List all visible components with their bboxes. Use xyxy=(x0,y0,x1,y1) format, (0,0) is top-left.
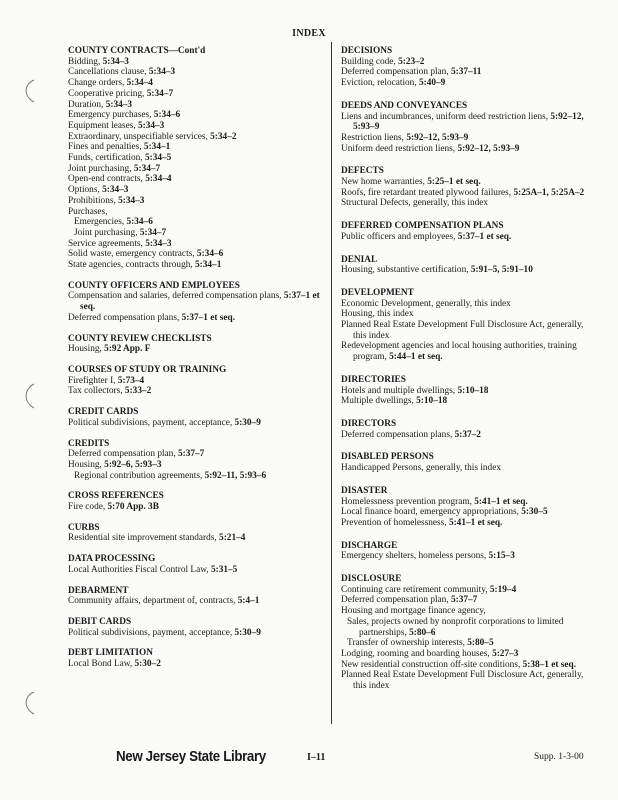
entry-reference: 5:37–1 et seq. xyxy=(181,312,236,323)
index-section xyxy=(341,419,593,440)
entry-text: Roofs, fire retardant treated plywood failures, xyxy=(341,187,514,198)
index-entry xyxy=(341,670,593,691)
entry-text: Housing, substantive certification, xyxy=(341,265,471,276)
index-section xyxy=(341,166,593,209)
entry-text: Public officers and employees, xyxy=(341,231,458,242)
section-heading: COUNTY OFFICERS AND EMPLOYEES xyxy=(68,280,240,291)
entry-text: State agencies, contracts through, xyxy=(68,260,196,271)
index-section xyxy=(341,46,593,89)
entry-text: Change orders, xyxy=(68,78,127,89)
index-section xyxy=(68,648,320,669)
index-entry xyxy=(68,376,320,387)
index-section xyxy=(68,407,320,428)
entry-reference: 5:92–12, 5:93–9 xyxy=(406,132,469,143)
index-entry xyxy=(68,502,320,513)
index-entry xyxy=(68,659,320,670)
index-entry xyxy=(341,133,593,144)
section-heading: DIRECTORIES xyxy=(341,374,406,385)
section-heading: DISCHARGE xyxy=(341,540,398,551)
section-heading: CREDITS xyxy=(68,438,110,449)
entry-reference: 5:40–9 xyxy=(418,78,446,89)
entry-reference: 5:34–7 xyxy=(139,227,167,238)
index-entry xyxy=(68,110,320,121)
index-entry xyxy=(68,228,320,239)
index-entry xyxy=(68,386,320,397)
entry-text: Tax collectors, xyxy=(68,386,125,397)
index-entry xyxy=(341,144,593,155)
index-entry xyxy=(68,217,320,228)
entry-reference: 5:19–4 xyxy=(489,584,517,595)
index-entry xyxy=(341,595,593,606)
index-entry xyxy=(68,471,320,482)
index-entry xyxy=(68,164,320,175)
section-heading: DIRECTORS xyxy=(341,418,397,429)
section-heading: DISCLOSURE xyxy=(341,574,402,585)
entry-reference: 5:34–7 xyxy=(146,88,174,99)
index-section xyxy=(341,288,593,363)
index-entry xyxy=(68,291,320,312)
entry-reference: 5:34–3 xyxy=(145,238,172,249)
entry-text: Regional contribution agreements, xyxy=(74,470,205,481)
index-entry xyxy=(68,596,320,607)
index-entry xyxy=(341,265,593,276)
entry-text: Duration, xyxy=(68,99,106,110)
entry-text: Political subdivisions, payment, acceptance, xyxy=(68,417,235,428)
entry-text: Emergency shelters, homeless persons, xyxy=(341,551,489,562)
entry-reference: 5:34–3 xyxy=(118,195,145,206)
entry-text: Redevelopment agencies and local housing authorities, training program, xyxy=(341,341,577,363)
entry-reference: 5:23–2 xyxy=(398,56,425,67)
index-entry xyxy=(68,57,320,68)
index-entry xyxy=(341,507,593,518)
entry-text: Eviction, relocation, xyxy=(341,78,419,89)
entry-reference: 5:30–5 xyxy=(521,507,548,518)
section-heading: DECISIONS xyxy=(341,46,393,56)
entry-text: Planned Real Estate Development Full Disclosure Act, generally, this index xyxy=(341,670,584,692)
index-entry xyxy=(68,249,320,260)
entry-text: Sales, projects owned by nonprofit corporations to limited partnerships, xyxy=(347,616,564,638)
index-entry xyxy=(341,309,593,320)
entry-text: Liens and incumbrances, uniform deed restriction liens, xyxy=(341,111,551,122)
entry-reference: 5:34–1 xyxy=(195,260,222,271)
index-entry xyxy=(341,188,593,199)
index-entry xyxy=(341,660,593,671)
entry-text: Solid waste, emergency contracts, xyxy=(68,249,197,260)
index-entry xyxy=(68,174,320,185)
index-column-right xyxy=(341,46,593,704)
punch-hole-mark xyxy=(20,690,40,716)
entry-reference: 5:25–1 et seq. xyxy=(427,177,481,188)
entry-text: Open-end contracts, xyxy=(68,174,146,185)
entry-text: Residential site improvement standards, xyxy=(68,533,220,544)
entry-text: Deferred compensation plan, xyxy=(68,449,178,460)
entry-text: Joint purchasing, xyxy=(68,163,134,174)
entry-reference: 5:34–4 xyxy=(145,174,172,185)
entry-text: Prevention of homelessness, xyxy=(341,517,449,528)
index-entry xyxy=(68,449,320,460)
index-entry xyxy=(341,497,593,508)
index-entry xyxy=(68,142,320,153)
index-entry xyxy=(68,100,320,111)
index-entry xyxy=(341,177,593,188)
entry-text: Uniform deed restriction liens, xyxy=(341,143,458,154)
entry-reference: 5:34–3 xyxy=(102,185,129,196)
index-entry xyxy=(341,341,593,362)
index-entry xyxy=(68,132,320,143)
index-section xyxy=(68,617,320,638)
index-entry xyxy=(68,239,320,250)
index-entry xyxy=(68,344,320,355)
entry-reference: 5:27–3 xyxy=(492,648,519,659)
section-heading: CREDIT CARDS xyxy=(68,407,139,418)
entry-reference: 5:37–7 xyxy=(450,595,478,606)
entry-text: Cancellations clause, xyxy=(68,67,149,78)
index-entry xyxy=(341,617,593,638)
entry-reference: 5:92–12, 5:93–9 xyxy=(353,111,584,133)
entry-text: Joint purchasing, xyxy=(74,227,140,238)
entry-reference: 5:41–1 et seq. xyxy=(448,517,503,528)
entry-reference: 5:33–2 xyxy=(124,386,152,397)
entry-text: Planned Real Estate Development Full Disclosure Act, generally, this index xyxy=(341,320,584,341)
entry-text: Housing, this index xyxy=(341,309,414,320)
index-entry xyxy=(341,386,593,397)
entry-text: Housing, xyxy=(68,459,105,470)
entry-text: Service agreements, xyxy=(68,238,146,249)
index-entry xyxy=(341,78,593,89)
index-entry xyxy=(68,67,320,78)
entry-text: Cooperative pricing, xyxy=(68,88,147,99)
entry-text: Deferred compensation plans, xyxy=(68,312,182,323)
entry-reference: 5:37–2 xyxy=(454,429,481,440)
section-heading: COURSES OF STUDY OR TRAINING xyxy=(68,364,227,375)
index-section xyxy=(341,486,593,529)
entry-reference: 5:30–9 xyxy=(234,417,261,428)
entry-text: Local finance board, emergency appropriations, xyxy=(341,507,522,518)
index-entry xyxy=(68,153,320,164)
entry-reference: 5:34–7 xyxy=(133,163,161,174)
entry-reference: 5:34–4 xyxy=(126,78,153,89)
index-entry xyxy=(341,463,593,474)
index-entry xyxy=(341,551,593,562)
index-entry xyxy=(68,196,320,207)
entry-text: Lodging, rooming and boarding houses, xyxy=(341,648,493,659)
entry-reference: 5:41–1 et seq. xyxy=(474,496,528,507)
entry-text: Hotels and multiple dwellings, xyxy=(341,385,458,396)
index-column-left xyxy=(68,46,320,680)
section-heading: DEFERRED COMPENSATION PLANS xyxy=(341,221,504,232)
entry-reference: 5:73–4 xyxy=(117,375,145,386)
entry-reference: 5:91–5, 5:91–10 xyxy=(470,265,533,276)
entry-text: Community affairs, department of, contracts, xyxy=(68,596,238,607)
index-section xyxy=(341,255,593,276)
entry-reference: 5:37–11 xyxy=(450,67,482,78)
section-heading: DEBARMENT xyxy=(68,585,129,596)
entry-text: Local Bond Law, xyxy=(68,659,135,670)
entry-reference: 5:34–3 xyxy=(102,56,129,67)
index-entry xyxy=(68,628,320,639)
entry-text: Housing, xyxy=(68,344,105,355)
index-entry xyxy=(68,207,320,218)
index-entry xyxy=(341,606,593,617)
index-entry xyxy=(68,260,320,271)
punch-hole-mark xyxy=(20,382,40,410)
section-heading: DATA PROCESSING xyxy=(68,554,156,565)
entry-text: Fines and penalties, xyxy=(68,142,144,153)
column-divider xyxy=(331,42,332,724)
entry-text: Continuing care retirement community, xyxy=(341,584,490,595)
entry-reference: 5:37–1 et seq. xyxy=(457,231,512,242)
supplement-date: Supp. 1-3-00 xyxy=(534,752,584,762)
entry-reference: 5:34–1 xyxy=(143,142,171,153)
entry-reference: 5:92 App. F xyxy=(104,344,151,355)
index-section xyxy=(341,375,593,407)
entry-text: Fire code, xyxy=(68,502,108,513)
index-section xyxy=(68,281,320,324)
entry-reference: 5:34–6 xyxy=(126,217,153,228)
index-entry xyxy=(341,232,593,243)
entry-reference: 5:10–18 xyxy=(416,396,448,407)
index-entry xyxy=(68,121,320,132)
section-heading: DEVELOPMENT xyxy=(341,287,414,298)
section-heading: DEFECTS xyxy=(341,166,384,177)
entry-text: Multiple dwellings, xyxy=(341,396,417,407)
entry-reference: 5:30–9 xyxy=(234,627,261,638)
entry-reference: 5:30–2 xyxy=(134,659,161,670)
index-entry xyxy=(341,198,593,209)
entry-reference: 5:25A–1, 5:25A–2 xyxy=(513,187,585,198)
entry-reference: 5:37–7 xyxy=(177,449,205,460)
section-heading: DEEDS AND CONVEYANCES xyxy=(341,100,468,111)
entry-reference: 5:4–1 xyxy=(237,596,260,607)
section-heading: DENIAL xyxy=(341,254,378,265)
entry-reference: 5:31–5 xyxy=(210,564,238,575)
index-entry xyxy=(68,78,320,89)
section-heading: COUNTY CONTRACTS—Cont'd xyxy=(68,46,206,56)
index-entry xyxy=(68,565,320,576)
index-entry xyxy=(68,460,320,471)
index-entry xyxy=(341,320,593,341)
entry-text: Transfer of ownership interests, xyxy=(347,638,468,649)
entry-reference: 5:10–18 xyxy=(457,385,489,396)
section-heading: DISASTER xyxy=(341,485,388,496)
entry-text: Economic Development, generally, this index xyxy=(341,298,511,309)
entry-text: Emergency purchases, xyxy=(68,110,154,121)
entry-reference: 5:92–6, 5:93–3 xyxy=(104,459,162,470)
entry-text: New residential construction off-site conditions, xyxy=(341,659,523,670)
page-title: INDEX xyxy=(292,28,326,39)
index-section xyxy=(68,334,320,355)
entry-reference: 5:34–3 xyxy=(105,99,133,110)
section-heading: DEBT LIMITATION xyxy=(68,648,153,659)
index-section xyxy=(68,365,320,397)
index-entry xyxy=(341,430,593,441)
entry-text: Compensation and salaries, deferred compensation plans, xyxy=(68,291,284,302)
entry-text: Structural Defects, generally, this index xyxy=(341,198,489,209)
index-entry xyxy=(68,89,320,100)
entry-reference: 5:80–5 xyxy=(467,638,494,649)
index-entry xyxy=(341,585,593,596)
punch-hole-mark xyxy=(20,78,40,104)
index-entry xyxy=(341,67,593,78)
entry-text: Emergencies, xyxy=(74,217,127,228)
entry-text: Homelessness prevention program, xyxy=(341,496,475,507)
entry-reference: 5:34–3 xyxy=(148,67,176,78)
index-entry xyxy=(68,185,320,196)
entry-reference: 5:38–1 et seq. xyxy=(522,659,577,670)
index-section xyxy=(341,101,593,155)
section-heading: CROSS REFERENCES xyxy=(68,491,164,502)
entry-text: Handicapped Persons, generally, this index xyxy=(341,463,501,474)
entry-reference: 5:15–3 xyxy=(488,551,515,562)
index-section xyxy=(341,221,593,242)
entry-text: Deferred compensation plan, xyxy=(341,595,451,606)
section-heading: COUNTY REVIEW CHECKLISTS xyxy=(68,333,212,344)
entry-text: Local Authorities Fiscal Control Law, xyxy=(68,564,211,575)
index-entry xyxy=(68,313,320,324)
index-section xyxy=(68,491,320,512)
entry-text: Options, xyxy=(68,185,103,196)
index-entry xyxy=(341,396,593,407)
index-section xyxy=(341,452,593,473)
entry-text: Deferred compensation plans, xyxy=(341,429,455,440)
index-entry xyxy=(341,299,593,310)
page-number: I–11 xyxy=(307,752,326,763)
entry-text: Housing and mortgage finance agency, xyxy=(341,606,486,617)
index-entry xyxy=(341,638,593,649)
entry-reference: 5:44–1 et seq. xyxy=(389,352,443,363)
entry-text: Building code, xyxy=(341,56,399,67)
entry-reference: 5:80–6 xyxy=(409,627,436,638)
index-entry xyxy=(341,57,593,68)
index-section xyxy=(68,554,320,575)
entry-reference: 5:34–2 xyxy=(210,131,237,142)
section-heading: DISABLED PERSONS xyxy=(341,452,434,463)
entry-text: Restriction liens, xyxy=(341,132,407,143)
index-entry xyxy=(68,418,320,429)
entry-text: Funds, certification, xyxy=(68,153,145,164)
entry-text: Firefighter I, xyxy=(68,375,118,386)
index-entry xyxy=(341,112,593,133)
index-section xyxy=(68,586,320,607)
entry-reference: 5:37–1 et seq. xyxy=(80,291,320,313)
entry-text: Deferred compensation plan, xyxy=(341,67,451,78)
index-section xyxy=(68,523,320,544)
entry-text: Equipment leases, xyxy=(68,120,138,131)
index-entry xyxy=(341,518,593,529)
index-section xyxy=(68,439,320,482)
entry-reference: 5:92–12, 5:93–9 xyxy=(457,143,520,154)
entry-text: Extraordinary, unspecifiable services, xyxy=(68,131,211,142)
section-heading: DEBIT CARDS xyxy=(68,616,132,627)
entry-text: Prohibitions, xyxy=(68,195,119,206)
entry-text: Bidding, xyxy=(68,56,103,67)
entry-text: New home warranties, xyxy=(341,177,428,188)
entry-text: Purchases, xyxy=(68,206,108,217)
entry-reference: 5:92–11, 5:93–6 xyxy=(204,470,267,481)
index-section xyxy=(341,574,593,692)
section-heading: CURBS xyxy=(68,522,100,533)
entry-reference: 5:34–3 xyxy=(137,120,165,131)
entry-reference: 5:34–6 xyxy=(153,110,181,121)
index-section xyxy=(68,46,320,271)
library-watermark: New Jersey State Library xyxy=(116,749,266,765)
index-section xyxy=(341,541,593,562)
entry-reference: 5:34–5 xyxy=(144,153,172,164)
entry-text: Political subdivisions, payment, acceptance, xyxy=(68,627,235,638)
entry-reference: 5:70 App. 3B xyxy=(107,502,159,513)
index-entry xyxy=(341,649,593,660)
index-entry xyxy=(68,533,320,544)
entry-reference: 5:21–4 xyxy=(219,533,246,544)
entry-reference: 5:34–6 xyxy=(196,249,224,260)
